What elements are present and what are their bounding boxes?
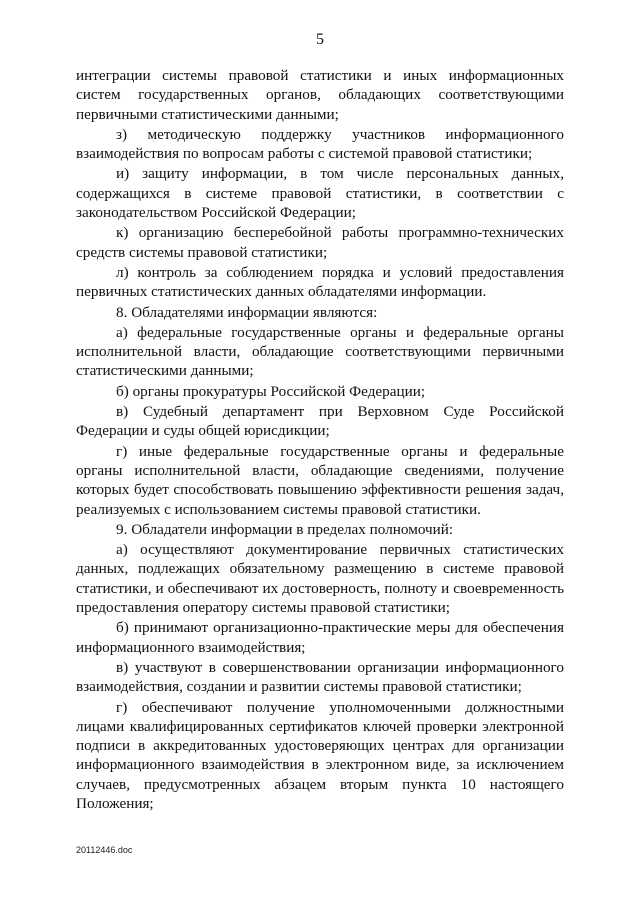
paragraph-clause-8: 8. Обладателями информации являются: bbox=[116, 303, 378, 321]
paragraph-item-v: в) Судебный департамент при Верховном Суде Российской Федерации и суды общей юрисдикции; bbox=[76, 403, 564, 440]
document-body bbox=[76, 66, 564, 814]
paragraph-item-a: а) федеральные государственные органы и федеральные органы исполнительной власти, обладающие соответствующими первичными статистическими данными; bbox=[76, 323, 564, 380]
paragraph-item-g: г) обеспечивают получение уполномоченными должностными лицами квалифицированных сертификатов ключей проверки электронной подписи в аккредитованных удостоверяющих центрах для организации информационного взаимодействия в электронном виде, за исключением случаев, предусмотренных абзацем вторым пункта 10 настоящего Положения; bbox=[76, 698, 564, 812]
paragraph-item-b: б) органы прокуратуры Российской Федерации; bbox=[116, 382, 426, 400]
paragraph-item-a: а) осуществляют документирование первичных статистических данных, подлежащих обязательному размещению в системе правовой статистики, и обеспечивают их достоверность, полноту и своевременность предоставления оператору системы правовой статистики; bbox=[76, 541, 564, 617]
paragraph-item-i: и) защиту информации, в том числе персональных данных, содержащихся в системе правовой статистики, в соответствии с законодательством Российской Федерации; bbox=[76, 165, 564, 222]
page-number: 5 bbox=[316, 31, 324, 48]
paragraph-continuation: интеграции системы правовой статистики и иных информационных систем государственных органов, обладающих соответствующими первичными статистическими данными; bbox=[76, 67, 564, 123]
paragraph-item-b: б) принимают организационно-практические меры для обеспечения информационного взаимодействия; bbox=[76, 619, 564, 656]
document-filename-footer: 20112446.doc bbox=[76, 845, 133, 855]
paragraph-item-k: к) организацию бесперебойной работы программно-технических средств системы правовой статистики; bbox=[76, 224, 564, 261]
paragraph-clause-9: 9. Обладатели информации в пределах полномочий: bbox=[116, 520, 454, 538]
paragraph-item-v: в) участвуют в совершенствовании организации информационного взаимодействия, создании и развитии системы правовой статистики; bbox=[76, 658, 564, 696]
paragraph-item-z: з) методическую поддержку участников информационного взаимодействия по вопросам работы с системой правовой статистики; bbox=[76, 125, 564, 163]
paragraph-item-g: г) иные федеральные государственные органы и федеральные органы исполнительной власти, обладающие сведениями, получение которых будет способствовать повышению эффективности решения задач, реализуемых с использованием системы правовой статистики. bbox=[76, 442, 564, 518]
paragraph-item-l: л) контроль за соблюдением порядка и условий предоставления первичных статистических данных обладателями информации. bbox=[76, 263, 564, 301]
